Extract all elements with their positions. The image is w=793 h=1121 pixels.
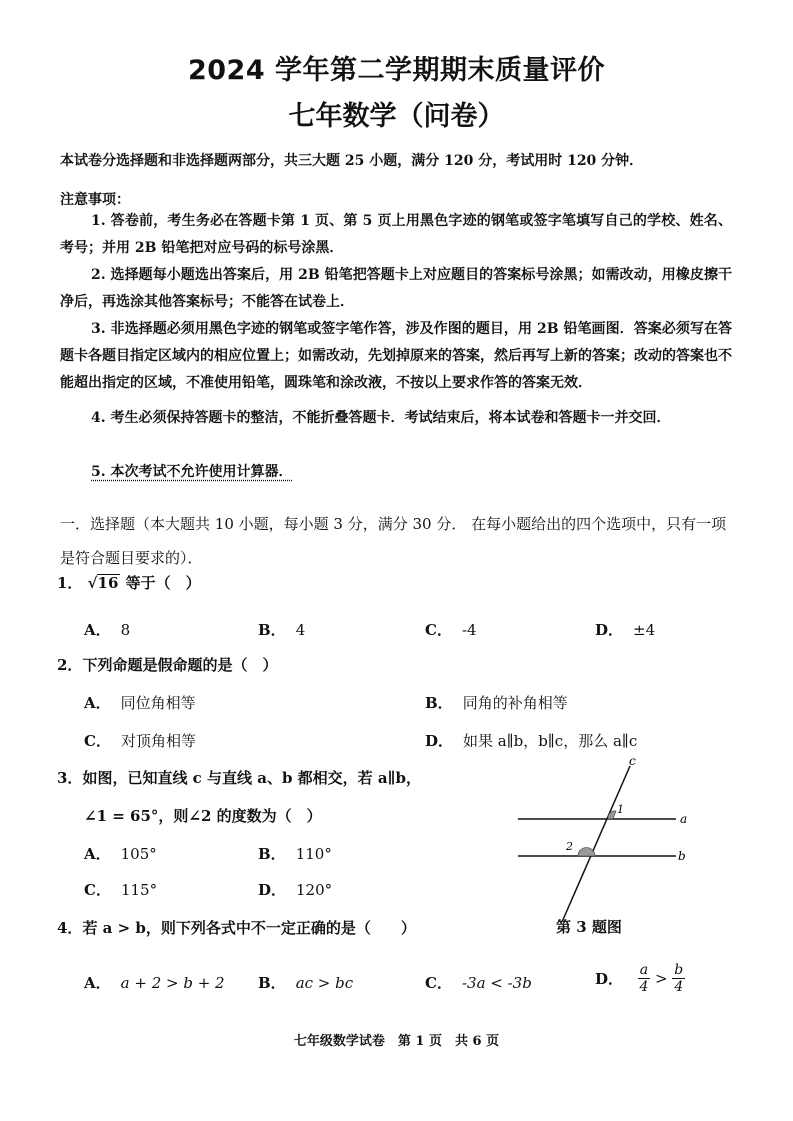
question-3 — [57, 767, 421, 788]
exam-subtitle: 七年数学（问卷） — [288, 101, 505, 132]
question-2 — [57, 654, 277, 675]
label-angle-1: 1 — [617, 803, 624, 816]
angle-2-mark — [578, 848, 595, 857]
question-1-stem: 等于（ ） — [125, 574, 201, 592]
note-item-1: 1. 答卷前，考生务必在答题卡第 1 页、第 5 页上用黑色字迹的钢笔或签字笔填写自己的学校、姓名、考号；并用 2B 铅笔把对应号码的标号涂黑． — [60, 213, 732, 256]
label-angle-2: 2 — [566, 840, 573, 853]
q3-option-a: A． 105° — [84, 845, 157, 863]
page-footer: 七年级数学试卷 第 1 页 共 6 页 — [293, 1034, 500, 1049]
figure-caption: 第 3 题图 — [556, 918, 622, 936]
q4-option-d: D． $\frac{a}{4}$ > $\frac{b}{4}$ — [595, 962, 684, 995]
question-4-number: 4． — [57, 919, 83, 937]
note-item-3: 3. 非选择题必须用黑色字迹的钢笔或签字笔作答，涉及作图的题目，用 2B 铅笔画图．答案必须写在答题卡各题目指定区域内的相应位置上；如需改动，先划掉原来的答案，然后再写上新的答案；改动的答案也不能超出指定的区域，不准使用铅笔，圆珠笔和涂改液，不按以上要求作答的答案无效． — [60, 321, 732, 391]
question-3-line-1: 如图，已知直线 c 与直线 a、b 都相交，若 a∥b， — [82, 769, 422, 787]
q3-option-c: C． 115° — [84, 881, 158, 899]
fraction-a-over-4: $\frac{a}{4}$ — [639, 962, 649, 995]
label-a: a — [680, 812, 688, 826]
note-item-4: 4. 考生必须保持答题卡的整洁，不能折叠答题卡．考试结束后，将本试卷和答题卡一并交回． — [91, 410, 671, 426]
note-item-5: 5. 本次考试不允许使用计算器． — [91, 464, 293, 480]
sqrt-expression: √16 — [87, 574, 119, 592]
question-4-stem: 若 a > b，则下列各式中不一定正确的是（ ） — [82, 919, 416, 937]
question-3-line-2: ∠1 = 65°，则∠2 的度数为（ ） — [84, 807, 322, 825]
label-c: c — [629, 754, 636, 768]
q2-option-c: C． 对顶角相等 — [84, 732, 196, 750]
q1-option-d: D． ±4 — [595, 621, 656, 639]
q2-option-d: D． 如果 a∥b，b∥c，那么 a∥c — [425, 732, 638, 750]
question-2-number: 2． — [57, 656, 83, 674]
label-b: b — [678, 849, 686, 863]
fraction-b-over-4: $\frac{b}{4}$ — [674, 962, 684, 995]
q2-option-b: B． 同角的补角相等 — [425, 694, 568, 712]
question-4 — [57, 917, 416, 938]
notes-heading: 注意事项： — [60, 192, 130, 208]
q4-option-c: C． -3a < -3b — [425, 974, 532, 992]
q2-option-a: A． 同位角相等 — [84, 694, 196, 712]
intro-text: 本试卷分选择题和非选择题两部分，共三大题 25 小题，满分 120 分，考试用时 120 分钟． — [60, 153, 644, 169]
q3-option-b: B． 110° — [258, 845, 332, 863]
question-1-number: 1． — [57, 574, 83, 592]
exam-title: 2024 学年第二学期期末质量评价 — [187, 55, 606, 86]
note-item-2: 2. 选择题每小题选出答案后，用 2B 铅笔把答题卡上对应题目的答案标号涂黑；如需改动，用橡皮擦干净后，再选涂其他答案标号；不能答在试卷上． — [60, 267, 732, 310]
q4-option-b: B． ac > bc — [258, 974, 354, 992]
question-2-stem: 下列命题是假命题的是（ ） — [82, 656, 278, 674]
q4-option-a: A． a + 2 > b + 2 — [84, 974, 225, 992]
q1-option-a: A． 8 — [84, 621, 131, 639]
question-1 — [57, 572, 201, 593]
q1-option-b: B． 4 — [258, 621, 306, 639]
parallel-lines-figure — [510, 752, 710, 942]
q1-option-c: C． -4 — [425, 621, 477, 639]
q3-option-d: D． 120° — [258, 881, 333, 899]
question-3-number: 3． — [57, 769, 83, 787]
sqrt-radicand: 16 — [97, 574, 119, 592]
section-1-heading: 一．选择题（本大题共 10 小题，每小题 3 分，满分 30 分． 在每小题给出的四个选项中，只有一项是符合题目要求的）． — [60, 515, 727, 567]
